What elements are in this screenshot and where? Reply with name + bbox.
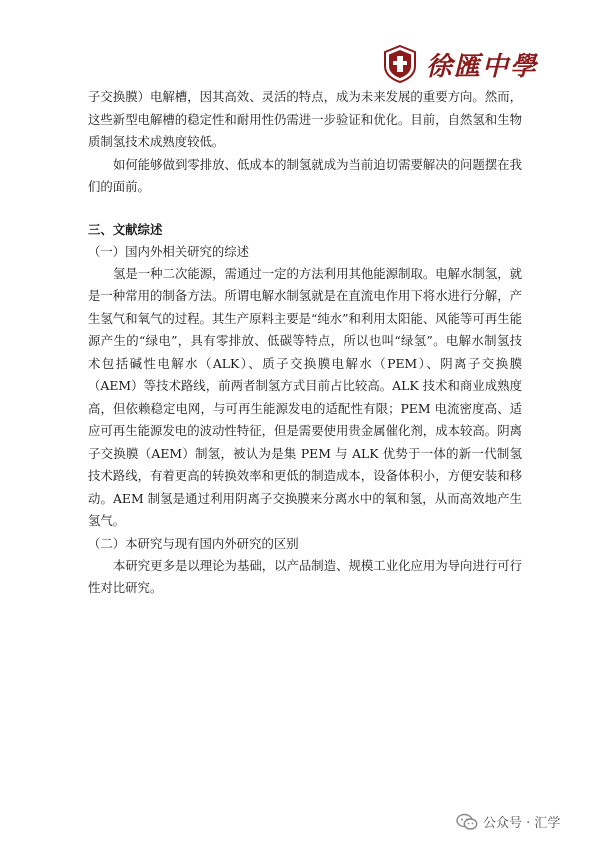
sub-heading: （二）本研究与现有国内外研究的区别	[88, 535, 299, 551]
paragraph: 子交换膜）电解槽，因其高效、灵活的特点，成为未来发展的重要方向。然而，这些新型电解槽的稳定性和耐用性仍需进一步验证和优化。目前，自然氢和生物质制氢技术成熟度较低。	[88, 89, 522, 149]
sub-heading: （一）国内外相关研究的综述	[88, 243, 250, 259]
wechat-icon	[456, 813, 478, 831]
section-heading: 三、文献综述	[88, 221, 163, 237]
footer-brand-text: 公众号 · 汇学	[483, 816, 561, 831]
footer-brand	[456, 812, 560, 831]
school-seal-icon	[380, 44, 420, 84]
paragraph: 氢是一种二次能源，需通过一定的方法利用其他能源制取。电解水制氢，就是一种常用的制备方法。所谓电解水制氢就是在直流电作用下将水进行分解，产生氢气和氧气的过程。其生产原料主要是“纯水”和利用太阳能、风能等可再生能源产生的“绿电”，具有零排放、低碳等特点，所以也叫“绿氢”。电解水制氢技术包括碱性电解水（ALK）、质子交换膜电解水（PEM）、阴离子交换膜（AEM）等技术路线，前两者制氢方式目前占比较高。ALK 技术和商业成熟度高，但依赖稳定电网，与可再生能源发电的适配性有限；PEM 电流密度高、适应可再生能源发电的波动性特征，但是需要使用贵金属催化剂，成本较高。阴离子交换膜（AEM）制氢，被认为是集 PEM 与 ALK 优势于一体的新一代制氢技术路线，有着更高的转换效率和更低的制造成本，设备体积小，方便安装和移动。AEM 制氢是通过利用阴离子交换膜来分离水中的氧和氢，从而高效地产生氢气。	[88, 265, 522, 528]
school-logo	[380, 44, 538, 84]
paragraph: 本研究更多是以理论为基础，以产品制造、规模工业化应用为导向进行可行性对比研究。	[88, 557, 522, 595]
paragraph: 如何能够做到零排放、低成本的制氢就成为当前迫切需要解决的问题摆在我们的面前。	[88, 156, 522, 194]
school-name: 徐匯中學	[426, 51, 539, 82]
document-body	[88, 86, 522, 600]
